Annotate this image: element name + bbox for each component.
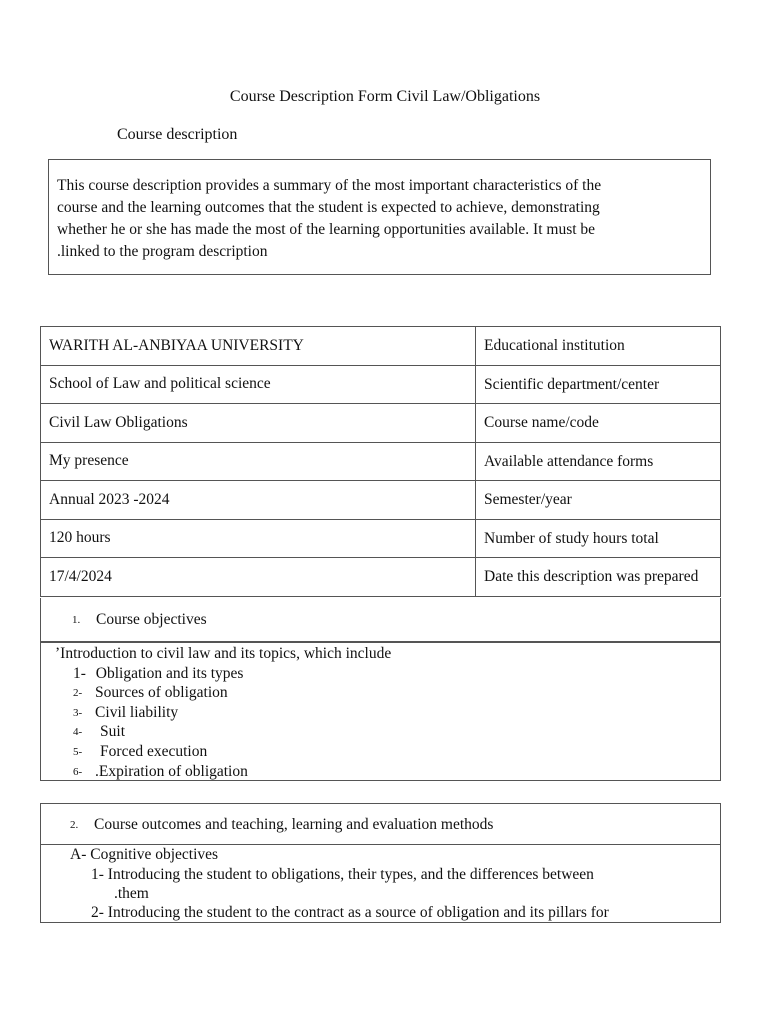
info-label: Course name/code xyxy=(476,404,721,443)
table-row xyxy=(41,365,721,404)
list-item xyxy=(73,743,207,761)
info-value: Civil Law Obligations xyxy=(41,404,476,443)
outcome-line: 1- Introducing the student to obligations, their types, and the differences between xyxy=(91,866,594,883)
info-label: Date this description was prepared xyxy=(476,558,721,597)
item-number: 6- xyxy=(73,766,83,778)
table-row xyxy=(41,327,721,366)
info-label: Semester/year xyxy=(476,481,721,520)
objectives-header xyxy=(40,598,721,642)
intro-line: This course description provides a summary of the most important characteristics of the xyxy=(57,177,602,194)
outcomes-section-title: A- Cognitive objectives xyxy=(70,846,219,863)
objectives-body xyxy=(40,642,721,781)
item-number: 4- xyxy=(73,726,83,738)
list-item xyxy=(73,684,228,702)
item-number: 3- xyxy=(73,707,83,719)
info-value: My presence xyxy=(41,442,476,481)
outcomes-body xyxy=(40,845,721,923)
list-item xyxy=(73,763,248,781)
info-value: 17/4/2024 xyxy=(41,558,476,597)
intro-line: course and the learning outcomes that the student is expected to achieve, demonstrating xyxy=(57,199,600,216)
intro-box xyxy=(48,159,711,275)
item-text: Obligation and its types xyxy=(95,665,244,682)
info-value: WARITH AL-ANBIYAA UNIVERSITY xyxy=(41,327,476,366)
item-text: Civil liability xyxy=(95,704,179,721)
info-label: Available attendance forms xyxy=(476,442,721,481)
info-label: Number of study hours total xyxy=(476,519,721,558)
info-label: Educational institution xyxy=(476,327,721,366)
course-info-table xyxy=(40,326,721,597)
info-value: 120 hours xyxy=(41,519,476,558)
intro-line: .linked to the program description xyxy=(57,243,268,260)
section-number: 2. xyxy=(70,819,79,831)
table-row xyxy=(41,558,721,597)
list-item xyxy=(73,723,125,741)
item-number: 5- xyxy=(73,746,83,758)
list-item xyxy=(73,665,243,683)
item-number: 2- xyxy=(73,687,83,699)
item-text: Suit xyxy=(100,723,126,740)
intro-line: whether he or she has made the most of the learning opportunities available. It must be xyxy=(57,221,596,238)
item-number: 1- xyxy=(73,665,86,682)
section-subtitle: Course description xyxy=(117,126,238,143)
outcome-line: .them xyxy=(114,885,149,902)
item-text: .Expiration of obligation xyxy=(95,763,248,780)
table-row xyxy=(41,519,721,558)
list-item xyxy=(73,704,178,722)
item-text: Forced execution xyxy=(100,743,208,760)
table-row xyxy=(41,404,721,443)
info-value: School of Law and political science xyxy=(41,365,476,404)
section-number: 1. xyxy=(72,614,81,626)
info-label: Scientific department/center xyxy=(476,365,721,404)
section-heading: Course outcomes and teaching, learning and evaluation methods xyxy=(94,816,494,833)
table-row xyxy=(41,481,721,520)
section-heading: Course objectives xyxy=(96,611,207,628)
item-text: Sources of obligation xyxy=(95,684,228,701)
info-value: Annual 2023 -2024 xyxy=(41,481,476,520)
outcomes-header xyxy=(40,803,721,845)
table-row xyxy=(41,442,721,481)
outcome-line: 2- Introducing the student to the contract as a source of obligation and its pillars for xyxy=(91,904,609,921)
objectives-intro: ʼIntroduction to civil law and its topics, which include xyxy=(55,645,392,662)
page-title: Course Description Form Civil Law/Obligations xyxy=(229,88,541,105)
